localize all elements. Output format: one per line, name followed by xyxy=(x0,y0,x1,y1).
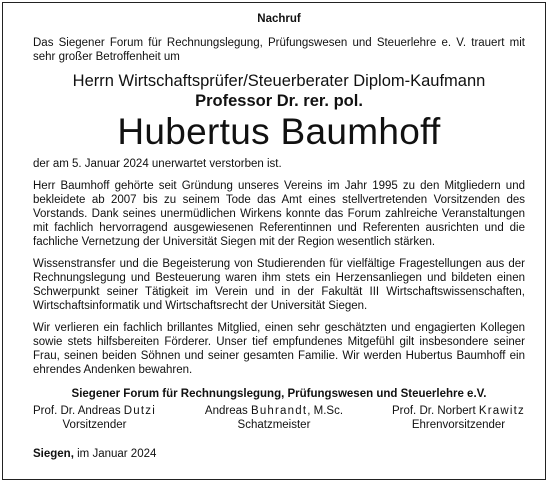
signer-honorary-chair xyxy=(392,404,525,432)
obituary-heading: Nachruf xyxy=(257,13,301,25)
paragraph-3: Wir verlieren ein fachlich brillantes Mitglied, einen sehr geschätzten und engagierten Kollegen sowie stets hilfsbereiten Förderer. Unser tief empfundenes Mitgefühl gilt insbesondere seiner Frau, seinen beiden Söhnen und seiner gesamten Familie. Wir werden Hubertus Baumhoff ein ehrendes Andenken bewahren. xyxy=(33,322,525,376)
paragraph-2: Wissenstransfer und die Begeisterung von Studierenden für vielfältige Fragestellungen aus der Rechnungslegung und Besteuerung waren ihm stets ein Herzensanliegen und bildeten einen Schwerpunkt seiner Tätigkeit im Verein und in der Fakultät III Wirtschaftswissenschaften, Wirtschaftsinformatik und Wirtschaftsrecht der Universität Siegen. xyxy=(33,258,525,312)
signer-honorary-chair-role: Ehrenvorsitzender xyxy=(411,419,506,431)
signer-chair-role: Vorsitzender xyxy=(62,419,127,431)
signer-treasurer-role: Schatzmeister xyxy=(237,419,311,431)
organization-name: Siegener Forum für Rechnungslegung, Prüfungswesen und Steuerlehre e.V. xyxy=(71,388,487,400)
place: Siegen, xyxy=(33,448,74,460)
academic-title: Professor Dr. rer. pol. xyxy=(195,92,363,110)
deceased-name: Hubertus Baumhoff xyxy=(117,111,441,152)
signer-treasurer xyxy=(205,404,343,432)
signer-honorary-chair-name: Prof. Dr. Norbert Krawitz xyxy=(391,405,525,417)
death-statement: der am 5. Januar 2024 unerwartet verstorben ist. xyxy=(33,158,282,170)
paragraph-1: Herr Baumhoff gehörte seit Gründung unseres Vereins im Jahr 1995 zu den Mitgliedern und bekleidete ab 2007 bis zu seinem Tode das Amt eines stellvertretenden Vorsitzenden des Vorstands. Dank seines unermüdlichen Wirkens konnte das Forum zahlreiche Veranstaltungen mit fachlich hervorragend ausgewiesenen Referentinnen und Referenten ausrichten und die fachliche Vernetzung der Universität Siegen mit der Region wesentlich stärken. xyxy=(33,180,525,248)
signers xyxy=(33,404,525,432)
obituary-content xyxy=(33,11,525,461)
honorific-line: Herrn Wirtschaftsprüfer/Steuerberater Diplom-Kaufmann xyxy=(72,72,486,90)
signer-treasurer-name: Andreas Buhrandt, M.Sc. xyxy=(204,405,344,417)
obituary-frame xyxy=(2,2,546,480)
signer-chair-name: Prof. Dr. Andreas Dutzi xyxy=(33,405,156,417)
date: im Januar 2024 xyxy=(77,448,157,460)
intro-text: Das Siegener Forum für Rechnungslegung, Prüfungswesen und Steuerlehre e. V. trauert mit sehr großer Betroffenheit um xyxy=(33,37,525,63)
signer-chair xyxy=(33,404,156,432)
place-date xyxy=(33,447,525,461)
